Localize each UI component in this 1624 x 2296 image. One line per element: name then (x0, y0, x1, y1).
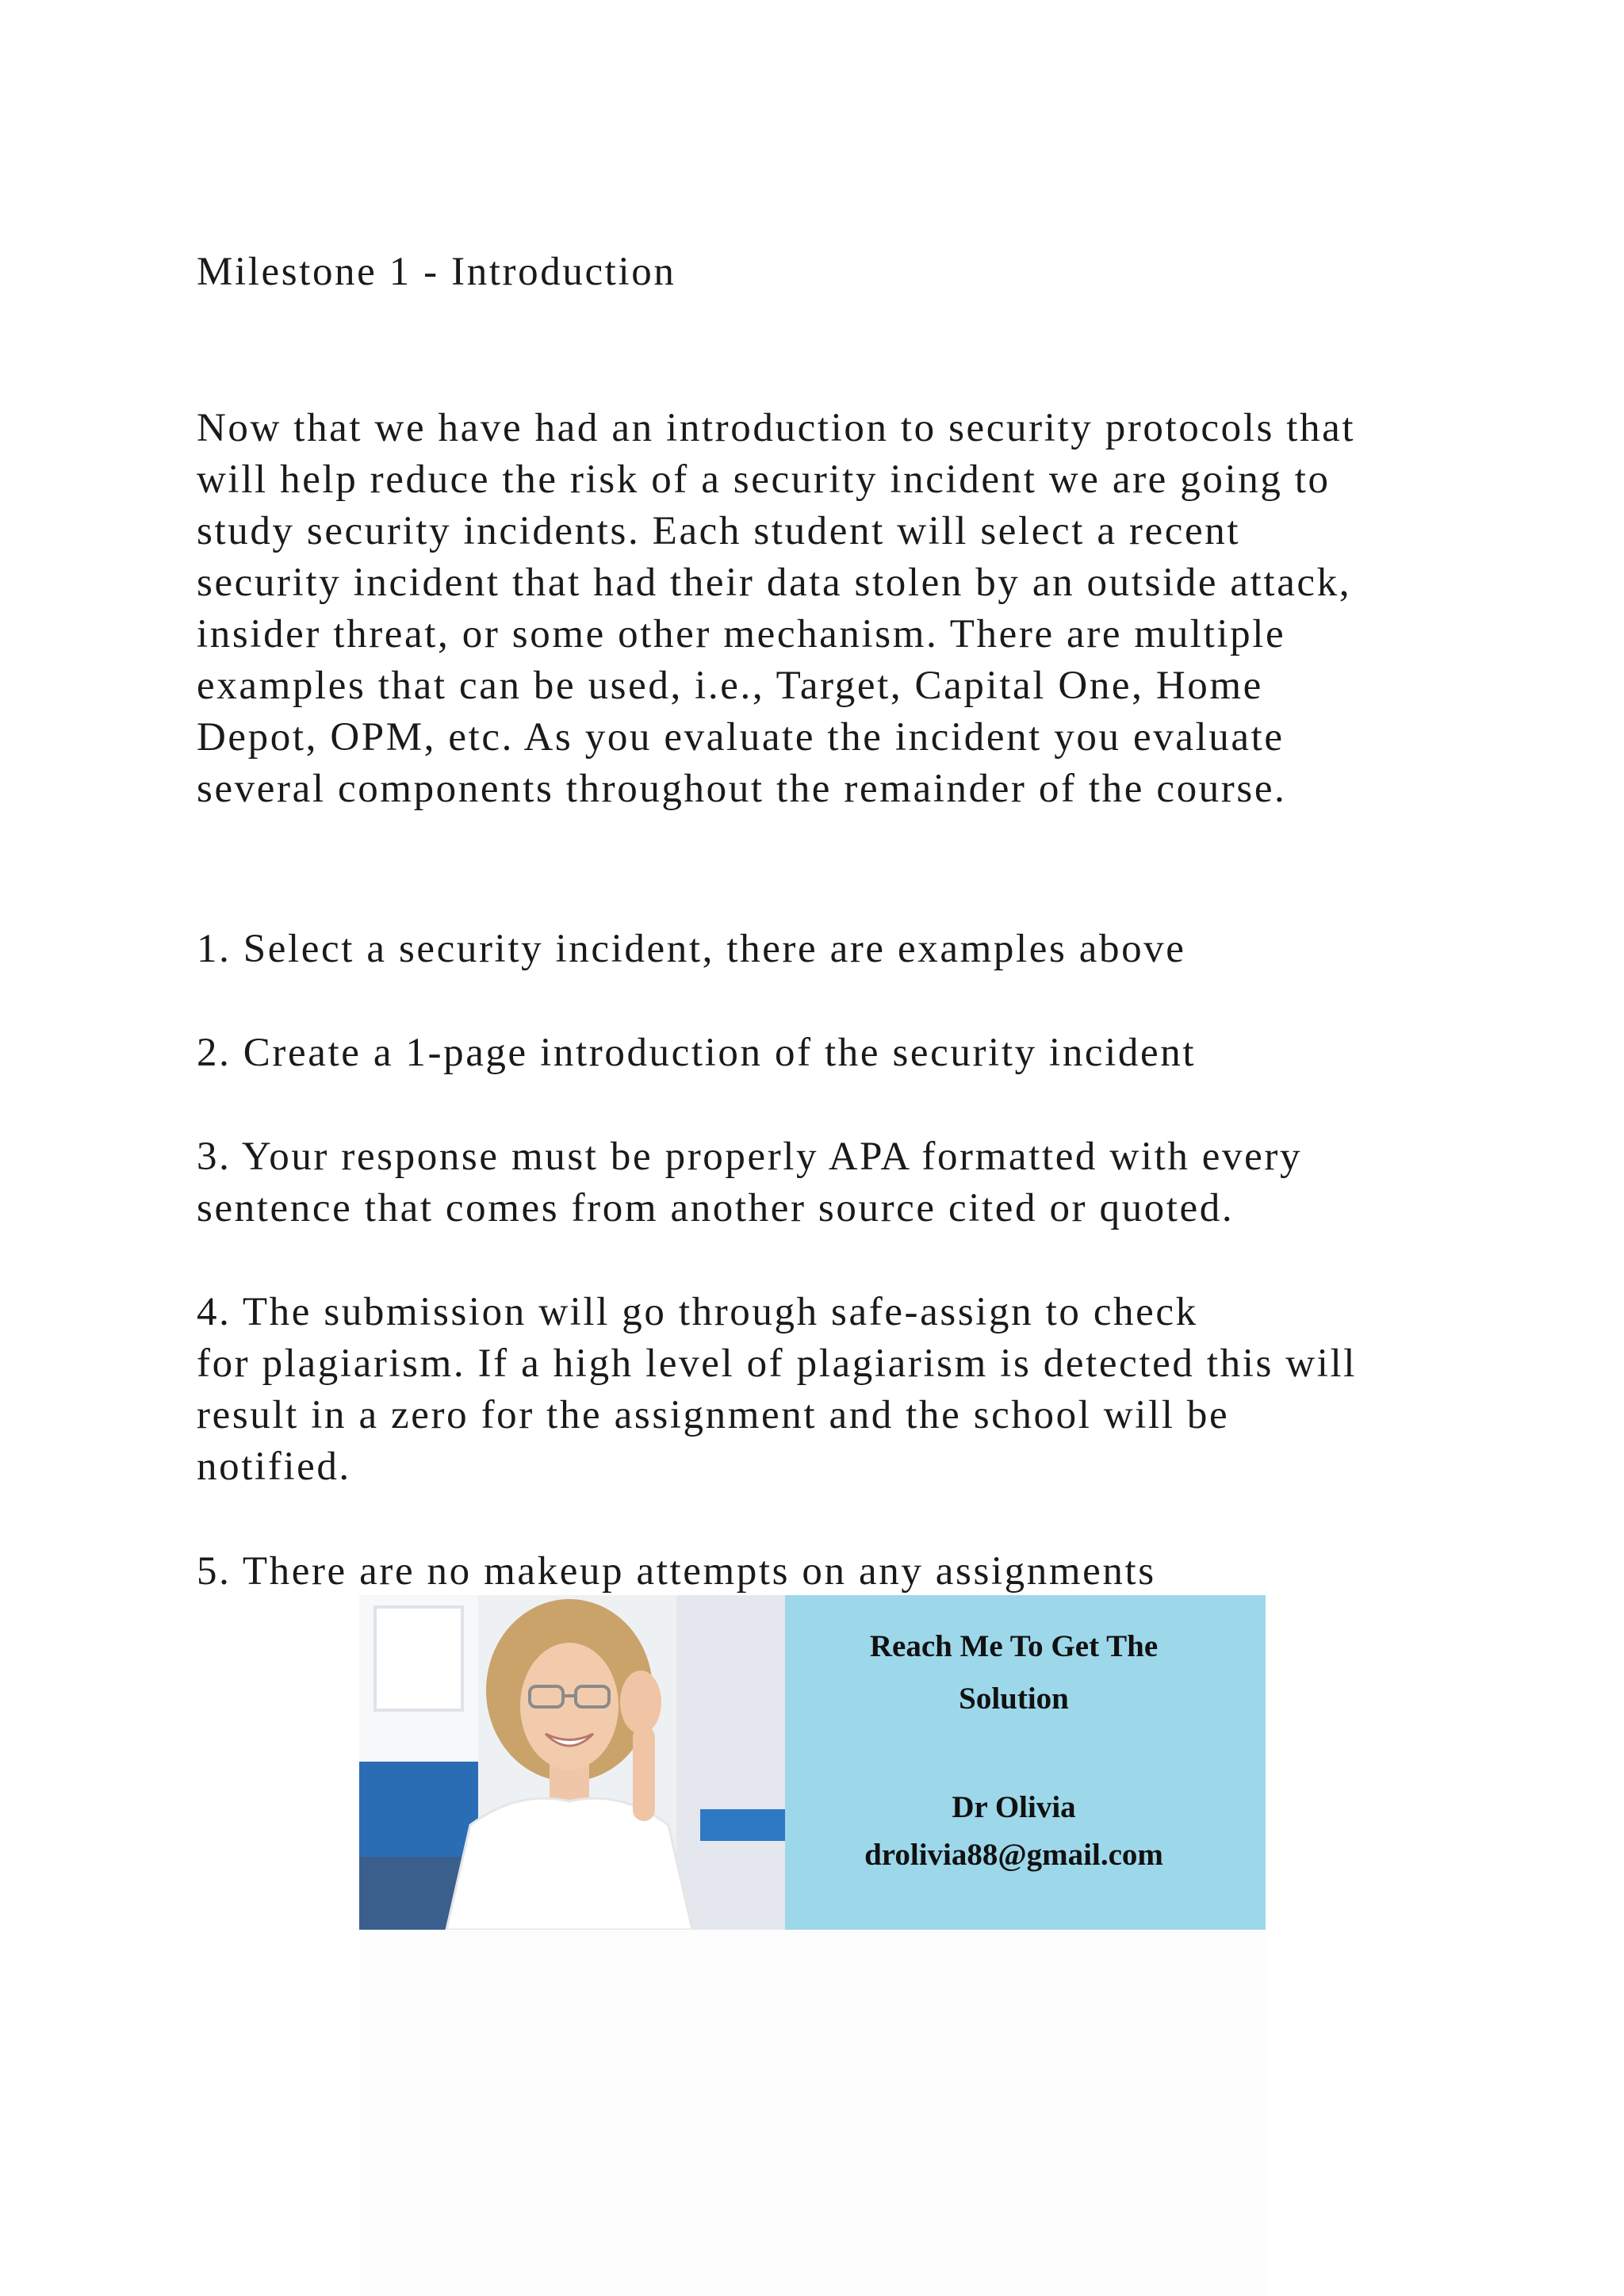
list-item (197, 1131, 1497, 1234)
title-text: Milestone 1 - Introduction (197, 250, 676, 294)
intro-paragraph (197, 403, 1497, 815)
intro-line: Depot, OPM, etc. As you evaluate the incident you evaluate (197, 715, 1285, 760)
list-item-line: 5. There are no makeup attempts on any assignments (197, 1549, 1156, 1594)
card-heading-line: Reach Me To Get The (869, 1629, 1159, 1663)
document-title (197, 247, 1497, 298)
image-lower-area (359, 1930, 1266, 2296)
list-item-line: 2. Create a 1-page introduction of the security incident (197, 1031, 1197, 1075)
card-heading-line: Solution (959, 1682, 1069, 1716)
list-item (197, 1027, 1497, 1079)
intro-line: Now that we have had an introduction to security protocols that (197, 406, 1356, 450)
intro-line: security incident that had their data stolen by an outside attack, (197, 561, 1352, 605)
list-item-line: result in a zero for the assignment and the school will be (197, 1393, 1230, 1437)
contact-email: drolivia88@gmail.com (864, 1838, 1163, 1872)
contact-name: Dr Olivia (952, 1790, 1076, 1824)
list-item-line: for plagiarism. If a high level of plagiarism is detected this will (197, 1341, 1358, 1386)
list-item (197, 1546, 1497, 1598)
contact-card (785, 1595, 1266, 1930)
portrait-photo (359, 1595, 785, 1930)
list-item-line: sentence that comes from another source cited or quoted. (197, 1186, 1235, 1230)
list-item-line: notified. (197, 1445, 351, 1489)
list-item-line: 3. Your response must be properly APA formatted with every (197, 1135, 1303, 1179)
list-item-line: 1. Select a security incident, there are examples above (197, 927, 1186, 971)
list-item (197, 924, 1497, 975)
intro-line: examples that can be used, i.e., Target, Capital One, Home (197, 664, 1263, 708)
person-illustration (359, 1595, 785, 1930)
list-item-line: 4. The submission will go through safe-assign to check (197, 1290, 1198, 1334)
intro-line: study security incidents. Each student will select a recent (197, 509, 1241, 553)
intro-line: will help reduce the risk of a security incident we are going to (197, 457, 1331, 502)
contact-banner (359, 1595, 1266, 1930)
list-item (197, 1287, 1497, 1493)
intro-line: several components throughout the remainder of the course. (197, 767, 1287, 811)
intro-line: insider threat, or some other mechanism. There are multiple (197, 612, 1286, 656)
